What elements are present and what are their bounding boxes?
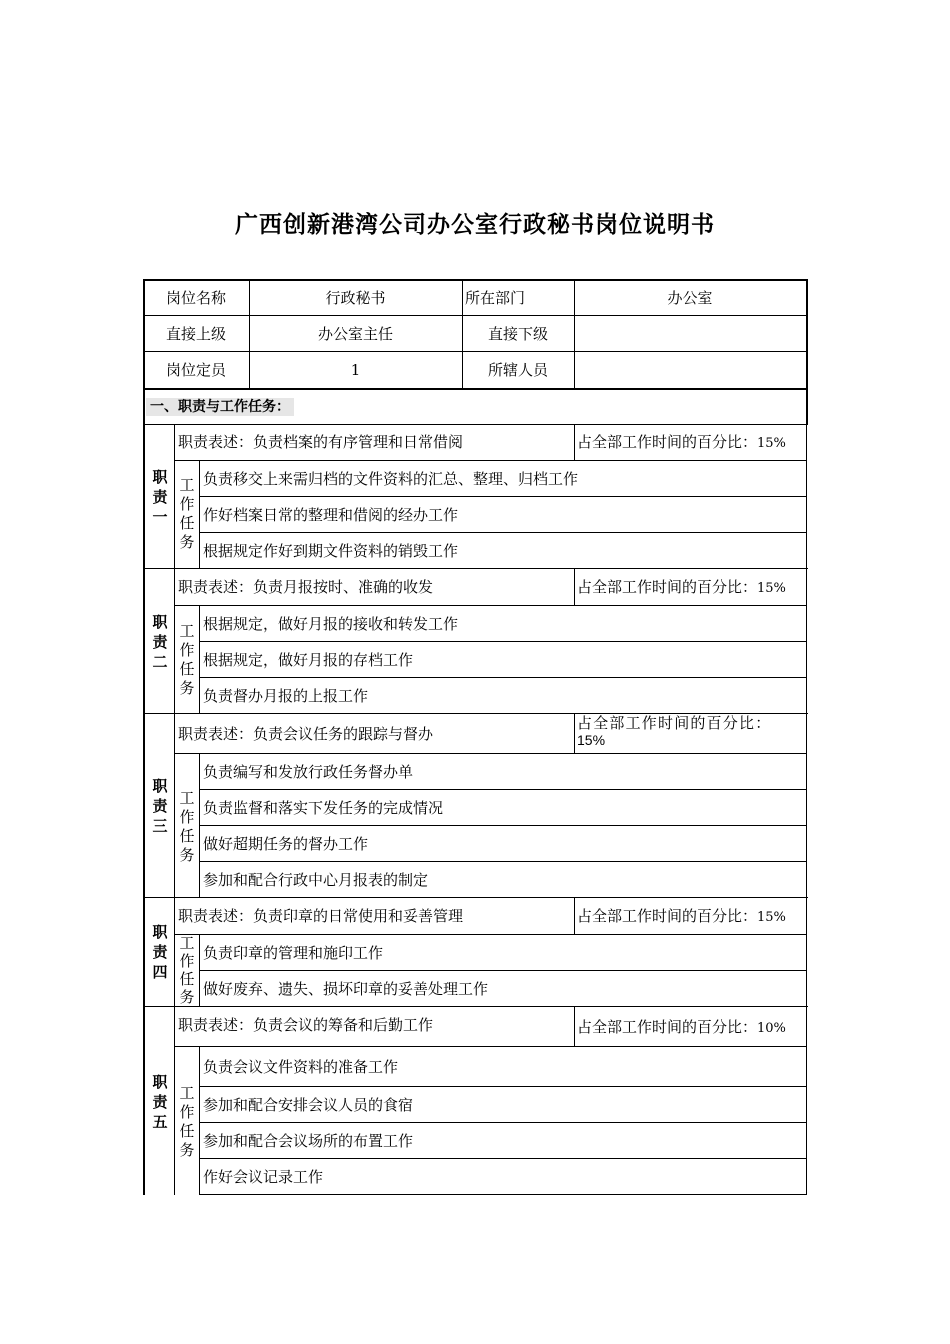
duty-4-percent: 占全部工作时间的百分比：15% xyxy=(577,907,786,925)
duty-5-task-2: 参加和配合安排会议人员的食宿 xyxy=(203,1096,414,1114)
duty-5-desc: 职责表述：负责会议的筹备和后勤工作 xyxy=(178,1016,434,1034)
duty-4-label: 职 责 四 xyxy=(152,923,168,981)
duty-2-label: 职 责 二 xyxy=(152,613,168,671)
duty-1-desc: 职责表述：负责档案的有序管理和日常借阅 xyxy=(178,433,464,451)
duty-5-task-1: 负责会议文件资料的准备工作 xyxy=(203,1058,399,1076)
headcount-value: 1 xyxy=(350,361,361,379)
duty-1-task-1: 负责移交上来需归档的文件资料的汇总、整理、归档工作 xyxy=(203,470,579,488)
duty-4-desc: 职责表述：负责印章的日常使用和妥善管理 xyxy=(178,907,464,925)
duty-1-percent: 占全部工作时间的百分比：15% xyxy=(577,433,786,451)
superior-label: 直接上级 xyxy=(165,325,226,343)
headcount-label: 岗位定员 xyxy=(165,361,226,379)
superior-value: 办公室主任 xyxy=(317,325,393,343)
duty-4-task-1: 负责印章的管理和施印工作 xyxy=(203,944,384,962)
page-title: 广西创新港湾公司办公室行政秘书岗位说明书 xyxy=(235,212,715,238)
duty-2-desc: 职责表述：负责月报按时、准确的收发 xyxy=(178,578,434,596)
dept-label: 所在部门 xyxy=(465,289,526,307)
duty-4-task-label: 工 作 任 务 xyxy=(179,934,195,1006)
duty-3-task-3: 做好超期任务的督办工作 xyxy=(203,835,369,853)
duty-1-label: 职 责 一 xyxy=(152,468,168,526)
subordinate-label: 直接下级 xyxy=(487,325,548,343)
duty-2-percent: 占全部工作时间的百分比：15% xyxy=(577,578,786,596)
duty-1-task-3: 根据规定作好到期文件资料的销毁工作 xyxy=(203,542,459,560)
position-value: 行政秘书 xyxy=(325,289,386,307)
duty-3-label: 职 责 三 xyxy=(152,777,168,835)
duty-3-desc: 职责表述：负责会议任务的跟踪与督办 xyxy=(178,725,434,743)
position-label: 岗位名称 xyxy=(165,289,226,307)
duty-2-task-label: 工 作 任 务 xyxy=(179,622,195,697)
duty-2-task-2: 根据规定，做好月报的存档工作 xyxy=(203,651,414,669)
duty-5-task-3: 参加和配合会议场所的布置工作 xyxy=(203,1132,414,1150)
duty-3-task-2: 负责监督和落实下发任务的完成情况 xyxy=(203,799,444,817)
duty-5-task-4: 作好会议记录工作 xyxy=(203,1168,324,1186)
dept-value: 办公室 xyxy=(667,289,713,307)
duty-5-percent: 占全部工作时间的百分比：10% xyxy=(577,1018,786,1036)
managed-label: 所辖人员 xyxy=(487,361,548,379)
duty-5-task-label: 工 作 任 务 xyxy=(179,1084,195,1159)
section-title: 一、职责与工作任务： xyxy=(146,398,294,416)
duty-3-task-4: 参加和配合行政中心月报表的制定 xyxy=(203,871,429,889)
duty-2-task-3: 负责督办月报的上报工作 xyxy=(203,687,369,705)
duty-4-task-2: 做好废弃、遗失、损坏印章的妥善处理工作 xyxy=(203,980,489,998)
duty-3-percent: 占全部工作时间的百分比： 15% xyxy=(577,714,772,748)
duty-3-task-1: 负责编写和发放行政任务督办单 xyxy=(203,763,414,781)
duty-3-task-label: 工 作 任 务 xyxy=(179,789,195,864)
duty-1-task-2: 作好档案日常的整理和借阅的经办工作 xyxy=(203,506,459,524)
duty-5-label: 职 责 五 xyxy=(152,1073,168,1131)
duty-1-task-label: 工 作 任 务 xyxy=(179,476,195,551)
duty-2-task-1: 根据规定，做好月报的接收和转发工作 xyxy=(203,615,459,633)
